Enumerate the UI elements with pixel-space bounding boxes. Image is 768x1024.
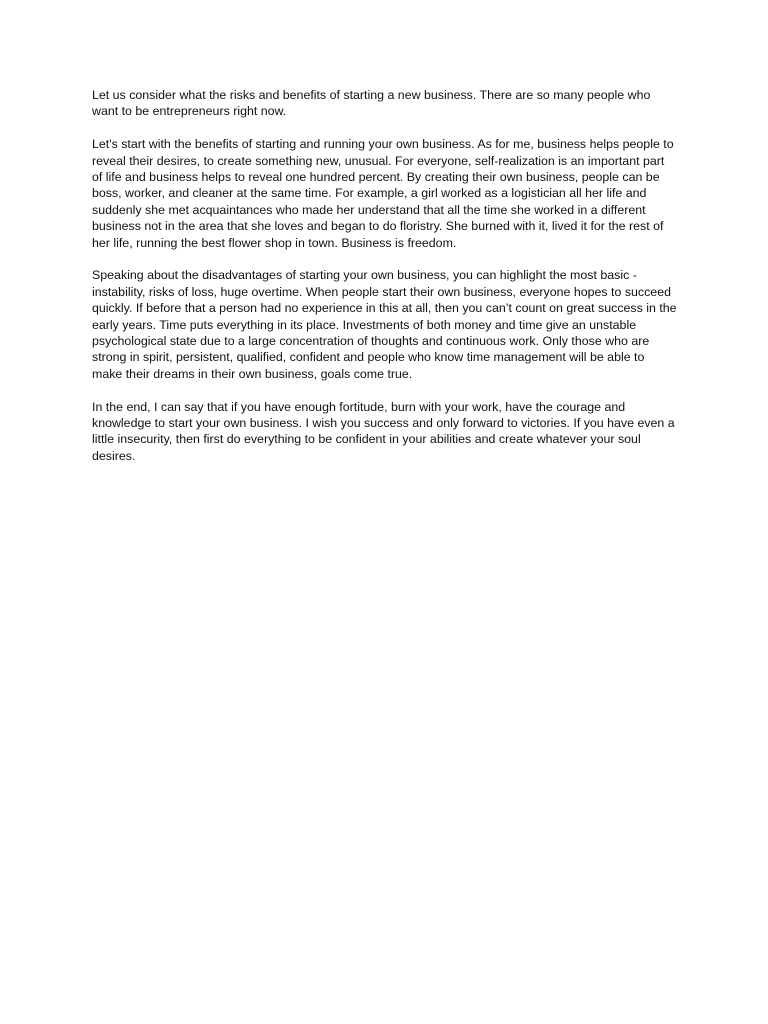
paragraph-disadvantages: Speaking about the disadvantages of starting your own business, you can highlight the most basic - instability, risks of loss, huge overtime. When people start their own business, everyone hopes to succeed quickly. If before that a person had no experience in this at all, then you can’t count on great success in the early years. Time puts everything in its place. Investments of both money and time give an unstable psychological state due to a large concentration of thoughts and continuous work. Only those who are strong in spirit, persistent, qualified, confident and people who know time management will be able to make their dreams in their own business, goals come true. <box>92 268 677 381</box>
paragraph-conclusion: In the end, I can say that if you have enough fortitude, burn with your work, have the courage and knowledge to start your own business. I wish you success and only forward to victories. If you have even a little insecurity, then first do everything to be confident in your abilities and create whatever your soul desires. <box>92 399 675 463</box>
paragraph-benefits: Let's start with the benefits of starting and running your own business. As for me, business helps people to reveal their desires, to create something new, unusual. For everyone, self-realization is an important part of life and business helps to reveal one hundred percent. By creating their own business, people can be boss, worker, and cleaner at the same time. For example, a girl worked as a logistician all her life and suddenly she met acquaintances who made her understand that all the time she worked in a different business not in the area that she loves and began to do floristry. She burned with it, lived it for the rest of her life, running the best flower shop in town. Business is freedom. <box>92 137 674 250</box>
paragraph-intro: Let us consider what the risks and benefits of starting a new business. There are so many people who want to be entrepreneurs right now. <box>92 88 651 119</box>
document-body <box>92 87 678 481</box>
